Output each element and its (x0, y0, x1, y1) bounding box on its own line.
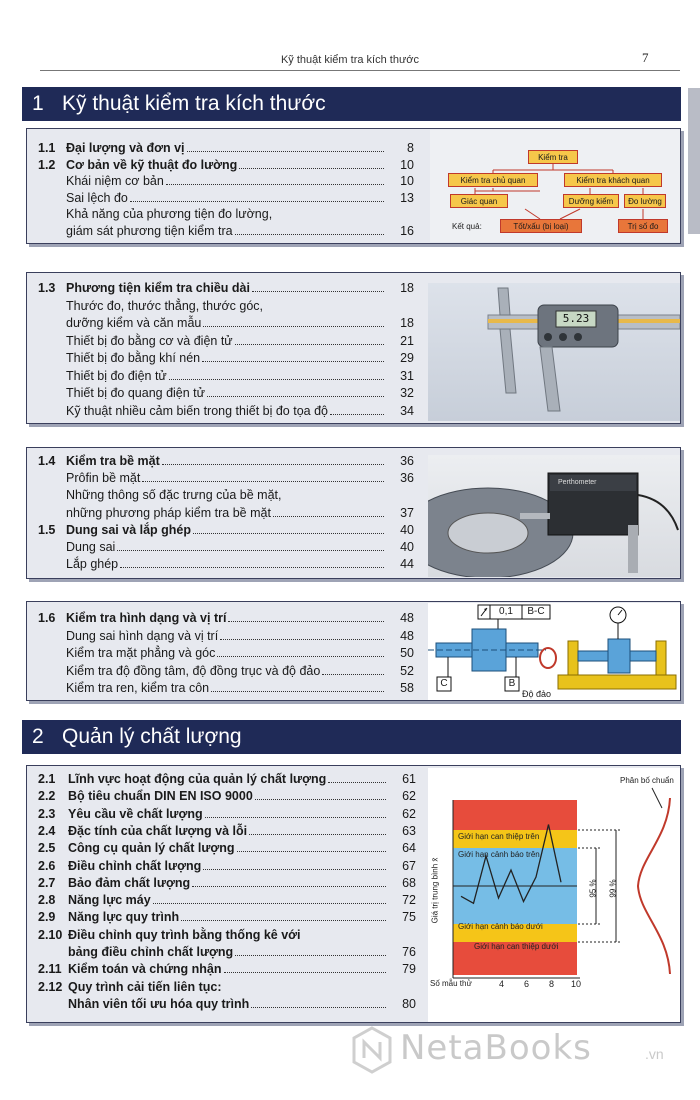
toc-entry-number: 2.10 (38, 927, 63, 942)
toc-entry-title: Kiểm tra độ đồng tâm, độ đồng trục và độ đảo (66, 663, 321, 678)
toc-entry-page: 36 (400, 454, 414, 468)
toc-leader-dots (153, 891, 386, 904)
diagram-result-label: Kết quả: (452, 222, 482, 231)
toc-entry-page: 61 (402, 772, 416, 786)
perthometer-drawing (428, 455, 680, 577)
toc-entry-number: 2.6 (38, 858, 56, 873)
toc-entry-title: Kiểm tra bề mặt (66, 454, 160, 468)
diagram-top-box: Kiểm tra (528, 150, 578, 164)
toc-entry-number: 2.2 (38, 789, 56, 804)
toc-leader-dots (251, 995, 386, 1008)
runout-tolerance-value: 0,1 (499, 606, 513, 617)
toc-entry-title: Nhân viên tối ưu hóa quy trình (68, 996, 250, 1011)
toc-leader-dots (239, 156, 384, 169)
toc-entry-title: Điều chỉnh chất lượng (68, 858, 202, 873)
pct-99-label: 99 % (608, 879, 618, 898)
toc-entry-title: Dung sai hình dạng và vị trí (66, 628, 219, 643)
toc-leader-dots (117, 538, 384, 551)
watermark-brand: NetaBooks (400, 1028, 592, 1068)
x-tick-6: 6 (524, 979, 530, 989)
toc-entry-title: Thước đo, thước thẳng, thước góc, (66, 298, 264, 313)
toc-entry-title: Công cụ quản lý chất lượng (68, 841, 235, 856)
toc-entry-page: 10 (400, 174, 414, 188)
toc-entry-number: 2.1 (38, 772, 56, 786)
toc-entry-page: 63 (402, 823, 416, 838)
runout-diagram (428, 603, 680, 700)
caliper-display-value: 5.23 (562, 312, 590, 325)
toc-entry-title: Bộ tiêu chuẩn DIN EN ISO 9000 (68, 789, 253, 804)
toc-entry-number: 1.6 (38, 611, 56, 625)
toc-entry-title: Phương tiện kiểm tra chiều dài (66, 281, 250, 295)
x-axis-label: Số mẫu thử (430, 979, 472, 988)
toc-entry-page: 62 (402, 789, 416, 804)
running-header-title: Kỹ thuật kiểm tra kích thước (280, 54, 420, 66)
toc-entry-title: Lắp ghép (66, 557, 119, 572)
toc-entry-number: 2.12 (38, 979, 63, 994)
toc-entry-title: Kỹ thuật nhiều cảm biến trong thiết bị đo tọa độ (66, 403, 328, 418)
toc-entry-title: Cơ bản về kỹ thuật đo lường (66, 157, 238, 172)
toc-entry-title: Quy trình cải tiến liên tục: (68, 979, 222, 994)
toc-leader-dots (235, 222, 384, 235)
toc-leader-dots (235, 332, 384, 345)
chapter-1-title: Kỹ thuật kiểm tra kích thước (62, 92, 326, 115)
toc-entry-title: Prôfin bề mặt (66, 471, 141, 486)
toc-entry-page: 48 (400, 611, 414, 625)
toc-entry-page: 52 (400, 663, 414, 678)
toc-entry-title: Kiểm toán và chứng nhận (68, 962, 222, 977)
toc-leader-dots (211, 679, 384, 692)
toc-leader-dots (330, 402, 384, 415)
toc-entry-number: 2.5 (38, 841, 56, 856)
toc-entry-title: Sai lệch đo (66, 190, 128, 205)
diagram-measure-box: Đo lường (624, 194, 666, 208)
toc-entry-page: 34 (400, 403, 414, 418)
toc-entry-title: Bảo đảm chất lượng (68, 875, 191, 890)
y-axis-label: Giá trị trung bình x̄ (430, 857, 440, 924)
toc-leader-dots (220, 627, 384, 640)
runout-datum-c: C (440, 678, 448, 689)
toc-entry-number: 1.5 (38, 522, 56, 537)
toc-entry-title: Những thông số đặc trưng của bề mặt, (66, 488, 282, 503)
toc-entry-page: 79 (402, 962, 416, 977)
chapter-1-heading (22, 87, 681, 121)
toc-entry-title: những phương pháp kiểm tra bề mặt (66, 505, 271, 520)
toc-entry-page: 40 (400, 540, 414, 554)
runout-tolerance-datum: B-C (527, 606, 545, 617)
toc-entry-page: 18 (400, 316, 414, 330)
watermark-tld: .vn (645, 1046, 664, 1062)
page-number: 7 (642, 50, 649, 65)
toc-entry-title: Điều chỉnh quy trình bằng thống kê với (68, 927, 301, 942)
toc-entry-page: 37 (400, 505, 414, 520)
diagram-gauge-box: Dưỡng kiểm (563, 194, 619, 208)
caliper-photo (428, 283, 680, 421)
diagram-objective-box: Kiểm tra khách quan (564, 173, 662, 187)
toc-entry-page: 80 (402, 996, 416, 1011)
pct-95-label: 95 % (588, 879, 598, 898)
toc-leader-dots (166, 172, 384, 185)
control-chart (428, 768, 680, 1022)
x-tick-8: 8 (549, 979, 555, 989)
toc-entry-title: Dung sai và lắp ghép (66, 522, 192, 537)
toc-entry-page: 13 (400, 190, 414, 205)
toc-entry-title: Khái niệm cơ bản (66, 174, 164, 188)
diagram-subjective-box: Kiểm tra chủ quan (448, 173, 538, 187)
toc-leader-dots (322, 662, 384, 675)
toc-entry-title: Dung sai (66, 540, 116, 554)
toc-entry-number: 2.9 (38, 910, 56, 925)
toc-leader-dots (162, 452, 384, 465)
toc-entry-title: giám sát phương tiện kiểm tra (66, 223, 233, 238)
toc-entry-title: Năng lực máy (68, 893, 151, 908)
toc-entry-title: Yêu cầu về chất lượng (68, 806, 203, 821)
toc-entry-title: Thiết bị đo điện tử (66, 368, 167, 383)
x-tick-4: 4 (499, 979, 505, 989)
toc-leader-dots (193, 521, 384, 534)
toc-entry-page: 72 (402, 893, 416, 908)
toc-entry-number: 1.4 (38, 454, 56, 468)
toc-leader-dots (205, 805, 386, 818)
toc-leader-dots (142, 469, 384, 482)
toc-leader-dots (120, 555, 384, 568)
toc-entry-title: Đại lượng và đơn vị (66, 141, 185, 155)
toc-entry-page: 76 (402, 945, 416, 959)
toc-entry-title: Lĩnh vực hoạt động của quản lý chất lượng (68, 772, 327, 786)
toc-entry-page: 10 (400, 157, 414, 172)
toc-entry-title: Đặc tính của chất lượng và lỗi (68, 823, 248, 838)
toc-leader-dots (203, 857, 386, 870)
toc-entry-number: 2.8 (38, 893, 56, 908)
toc-leader-dots (202, 349, 384, 362)
perthometer-label: Perthometer (558, 479, 597, 486)
toc-entry-page: 8 (407, 141, 414, 155)
x-tick-10: 10 (571, 979, 582, 989)
chapter-1-number: 1 (32, 92, 44, 115)
toc-entry-number: 2.11 (38, 962, 62, 977)
watermark-logo-icon (352, 1026, 392, 1076)
toc-entry-page: 44 (400, 557, 414, 572)
toc-leader-dots (255, 787, 386, 800)
toc-entry-page: 16 (400, 223, 414, 238)
toc-entry-page: 67 (402, 858, 416, 873)
toc-leader-dots (187, 139, 384, 152)
runout-caption: Độ đảo (522, 689, 552, 699)
inspection-diagram (430, 130, 680, 242)
toc-entry-page: 75 (402, 910, 416, 925)
toc-leader-dots (203, 314, 384, 327)
diagram-result-pass-fail: Tốt/xấu (bị loại) (500, 219, 582, 233)
upper-warning-limit-label: Giới hạn cảnh báo trên (458, 850, 540, 859)
toc-leader-dots (181, 908, 386, 921)
lower-control-limit-label: Giới hạn can thiệp dưới (474, 942, 559, 951)
toc-leader-dots (130, 189, 384, 202)
chapter-2-title: Quản lý chất lượng (62, 725, 242, 748)
toc-leader-dots (328, 770, 386, 783)
toc-leader-dots (249, 822, 386, 835)
toc-entry-title: Kiểm tra ren, kiểm tra côn (66, 681, 210, 695)
toc-entry-title: Kiểm tra mặt phẳng và góc (66, 646, 216, 660)
toc-leader-dots (192, 874, 386, 887)
toc-entry-title: bảng điều chỉnh chất lượng (68, 945, 234, 959)
toc-entry-page: 40 (400, 522, 414, 537)
toc-entry-title: Năng lực quy trình (68, 910, 180, 925)
toc-entry-number: 1.2 (38, 157, 56, 172)
toc-entry-page: 36 (400, 471, 414, 486)
toc-entry-page: 48 (400, 628, 414, 643)
toc-entry-page: 32 (400, 386, 414, 400)
header-rule (40, 70, 680, 71)
distribution-label: Phân bố chuẩn (620, 776, 674, 785)
toc-entry-page: 21 (400, 333, 414, 348)
toc-entry-number: 2.4 (38, 823, 56, 838)
toc-leader-dots (207, 384, 384, 397)
toc-leader-dots (217, 644, 384, 657)
toc-entry-number: 1.1 (38, 141, 56, 155)
runout-datum-b: B (508, 678, 516, 689)
toc-leader-dots (235, 943, 386, 956)
toc-entry-title: Khả năng của phương tiện đo lường, (66, 207, 273, 221)
toc-leader-dots (228, 609, 384, 622)
chapter-2-heading (22, 720, 681, 754)
toc-entry-page: 29 (400, 351, 414, 365)
toc-entry-number: 2.7 (38, 875, 56, 890)
diagram-result-value: Trị số đo (618, 219, 668, 233)
toc-entry-page: 31 (400, 368, 414, 383)
perthometer-photo (428, 455, 680, 577)
toc-entry-page: 50 (400, 646, 414, 660)
toc-entry-title: Kiểm tra hình dạng và vị trí (66, 611, 227, 625)
chapter-thumb-tab (688, 88, 700, 234)
toc-entry-title: Thiết bị đo quang điện tử (66, 386, 206, 400)
chapter-2-number: 2 (32, 725, 44, 748)
diagram-senses-box: Giác quan (450, 194, 508, 208)
runout-drawing (428, 603, 680, 700)
toc-leader-dots (224, 960, 386, 973)
caliper-drawing (428, 283, 680, 421)
toc-entry-title: dưỡng kiểm và căn mẫu (66, 316, 202, 330)
toc-entry-number: 1.3 (38, 281, 56, 295)
toc-entry-title: Thiết bị đo bằng khí nén (66, 351, 201, 365)
toc-leader-dots (237, 839, 386, 852)
lower-warning-limit-label: Giới hạn cảnh báo dưới (458, 922, 543, 931)
toc-entry-page: 68 (402, 875, 416, 890)
toc-entry-page: 18 (400, 281, 414, 295)
toc-entry-page: 62 (402, 806, 416, 821)
toc-entry-page: 58 (400, 681, 414, 695)
toc-entry-number: 2.3 (38, 806, 56, 821)
toc-entry-title: Thiết bị đo bằng cơ và điện tử (66, 333, 233, 348)
upper-control-limit-label: Giới hạn can thiệp trên (458, 832, 540, 841)
toc-leader-dots (273, 504, 384, 517)
toc-entry-page: 64 (402, 841, 416, 856)
toc-leader-dots (169, 367, 384, 380)
toc-leader-dots (252, 279, 384, 292)
